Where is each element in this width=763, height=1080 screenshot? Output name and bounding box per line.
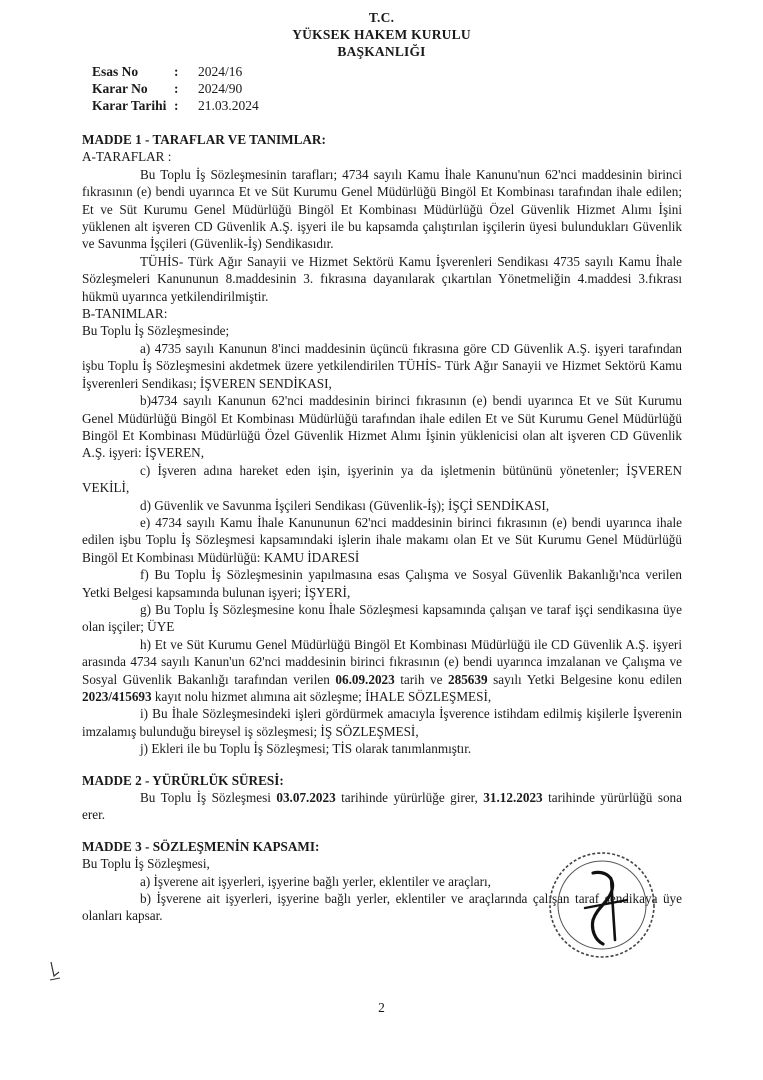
definition-b: b)4734 sayılı Kanunun 62'nci maddesinin birinci fıkrasının (e) bendi uyarınca Et ve Süt Kurumu Genel Müdürlüğü Bingöl Et Kombinası Müdürlüğü tarafından ihale edilen Et ve Süt Kurumu Genel Müdürlüğü Bingöl Et Kombinası Müdürlüğü Özel Güvenlik Hizmet Alımı İşinin yüklenicisi olan alt işveren CD Güvenlik A.Ş. işyeri: İŞVEREN, <box>82 393 682 461</box>
meta-label: Karar No <box>92 81 148 96</box>
definition-h-text: kayıt nolu hizmet alımına ait sözleşme; İHALE SÖZLEŞMESİ, <box>151 689 492 704</box>
madde2-title: MADDE 2 - YÜRÜRLÜK SÜRESİ: <box>82 772 284 788</box>
madde2-paragraph <box>82 789 682 824</box>
madde3-title: MADDE 3 - SÖZLEŞMENİN KAPSAMI: <box>82 838 320 854</box>
meta-value: 2024/90 <box>198 81 243 96</box>
tanimlar-intro: Bu Toplu İş Sözleşmesinde; <box>82 323 230 339</box>
meta-value: 2024/16 <box>198 64 243 79</box>
start-date: 03.07.2023 <box>276 790 336 806</box>
madde2-text: Bu Toplu İş Sözleşmesi <box>140 790 277 806</box>
definition-a: a) 4735 sayılı Kanunun 8'inci maddesinin üçüncü fıkrasına göre CD Güvenlik A.Ş. işyeri tarafından işbu Toplu İş Sözleşmesini akdetmek üzere yetkilendirilen TÜHİS- Türk Ağır Sanayii ve Hizmet Sektörü Kamu İşverenleri Sendikası; İŞVEREN SENDİKASI, <box>82 340 682 391</box>
definition-d: d) Güvenlik ve Savunma İşçileri Sendikası (Güvenlik-İş); İŞÇİ SENDİKASI, <box>140 497 550 513</box>
definition-f: f) Bu Toplu İş Sözleşmesinin yapılmasına esas Çalışma ve Sosyal Güvenlik Bakanlığı'nca verilen Yetki Belgesi kapsamında bulunan işyeri; İŞYERİ, <box>82 567 682 600</box>
header-tc: T.C. <box>368 10 395 25</box>
definition-h-text: sayılı Yetki Belgesine konu edilen <box>487 671 682 687</box>
taraflar-heading: A-TARAFLAR : <box>82 149 172 165</box>
madde3-item-b: b) İşverene ait işyerleri, işyerine bağlı yerler, eklentiler ve araçlarında çalışan taraf sendikaya üye olanları kapsar. <box>82 891 682 924</box>
meta-label: Karar Tarihi <box>92 98 167 113</box>
definition-h-text: h) Et ve Süt Kurumu Genel Müdürlüğü Bingöl Et Kombinası Müdürlüğü ile CD Güvenlik A.Ş. işyeri arasında 4734 sayılı Kanun'un 62'nci maddesinin birinci fıkrasının (e) bendi uyarınca imzalanan ve Çalışma ve Sosyal Güvenlik Bakanlığı tarafından verilen <box>82 636 682 687</box>
meta-sep: : <box>174 64 179 79</box>
meta-sep: : <box>174 98 179 113</box>
definition-c: c) İşveren adına hareket eden işin, işyerinin ya da işletmenin bütününü yönetenler; İŞVEREN VEKİLİ, <box>82 462 682 496</box>
meta-esas <box>92 64 242 80</box>
taraflar-paragraph-1: Bu Toplu İş Sözleşmesinin tarafları; 4734 sayılı Kamu İhale Kanunu'nun 62'nci maddesinin birinci fıkrasının (e) bendi uyarınca Et ve Süt Kurumu Genel Müdürlüğü Bingöl Et Kombinası tarafından ihale edilen; Et ve Süt Kurumu Genel Müdürlüğü Bingöl Et Kombinası Müdürlüğü Özel Güvenlik Hizmet Alımı İşini yüklenen alt işveren CD Güvenlik A.Ş. işyeri ile bu kapsamda çalıştırılan işçilerin üyesi bulundukları Güvenlik ve Savunma İşçileri (Güvenlik-İş) Sendikasıdır. <box>82 166 682 252</box>
meta-karar-tarihi <box>92 98 259 114</box>
definition-h <box>82 636 682 706</box>
meta-label: Esas No <box>92 64 139 79</box>
madde2-text: tarihinde yürürlüğe girer, <box>335 790 484 806</box>
madde3-intro: Bu Toplu İş Sözleşmesi, <box>82 856 210 872</box>
definition-e: e) 4734 sayılı Kamu İhale Kanununun 62'nci maddesinin birinci fıkrasının (e) bendi uyarınca ihale edilen işbu Toplu İş Sözleşmesi kapsamındaki işlerin ihale makamı olan Et ve Süt Kurumu Genel Müdürlüğü Bingöl Et Kombinası Müdürlüğü: KAMU İDARESİ <box>82 514 682 565</box>
definition-g: g) Bu Toplu İş Sözleşmesine konu İhale Sözleşmesi kapsamında çalışan ve taraf işçi sendikasına üye olan işçiler; ÜYE <box>82 601 682 635</box>
meta-karar <box>92 81 242 97</box>
definition-i: i) Bu İhale Sözleşmesindeki işleri gördürmek amacıyla İşverence istihdam edilmiş kişilerle İşverenin imzalamış bulunduğu bireysel iş sözleşmesi; İŞ SÖZLEŞMESİ, <box>82 706 682 739</box>
madde1-title: MADDE 1 - TARAFLAR VE TANIMLAR: <box>82 132 326 147</box>
official-seal-stamp <box>545 848 660 963</box>
authority-number: 285639 <box>448 671 488 687</box>
definition-j: j) Ekleri ile bu Toplu İş Sözleşmesi; TİS olarak tanımlanmıştır. <box>140 741 472 757</box>
registration-number: 2023/415693 <box>82 689 152 704</box>
madde3-item-a: a) İşverene ait işyerleri, işyerine bağlı yerler, eklentiler ve araçları, <box>140 873 491 889</box>
tanimlar-heading: B-TANIMLAR: <box>82 306 168 322</box>
authority-date: 06.09.2023 <box>335 671 395 687</box>
page-number: 2 <box>378 1000 385 1015</box>
header-presidency: BAŞKANLIĞI <box>337 44 426 59</box>
definition-h-text: tarih ve <box>394 671 448 687</box>
taraflar-paragraph-2: TÜHİS- Türk Ağır Sanayii ve Hizmet Sektörü Kamu İşverenleri Sendikası 4735 sayılı Kamu İhale Sözleşmeleri Kanununun 8.maddesinin 3. fıkrasına dayanılarak çıkartılan Yönetmeliğin 4.maddesi 3.fıkrası hükmü uyarınca yetkilendirilmiştir. <box>82 253 682 304</box>
meta-sep: : <box>174 81 179 96</box>
meta-value: 21.03.2024 <box>198 98 259 113</box>
end-date: 31.12.2023 <box>483 790 543 806</box>
margin-mark-icon <box>48 960 62 982</box>
madde2-text: tarihinde yürürlüğü sona erer. <box>82 790 682 823</box>
document-body <box>82 131 682 925</box>
header-institution: YÜKSEK HAKEM KURULU <box>292 27 471 42</box>
